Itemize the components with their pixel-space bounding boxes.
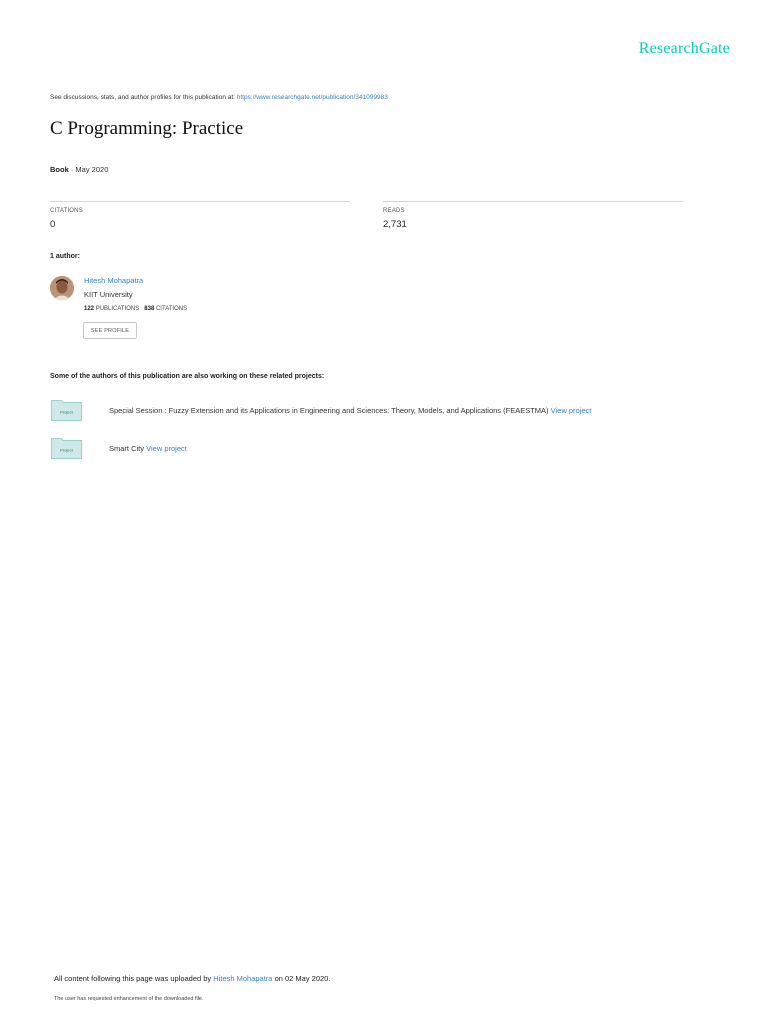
see-profile-button[interactable]: SEE PROFILE [83, 322, 137, 339]
project-icon-label: Project [60, 409, 73, 415]
project-folder-icon[interactable] [51, 437, 82, 459]
author-citations-count: 838 [144, 306, 155, 312]
publication-url-link[interactable]: https://www.researchgate.net/publication/341099983 [236, 94, 388, 101]
reads-label: READS [383, 208, 405, 214]
author-citations-label: CITATIONS [155, 306, 188, 312]
project-item [109, 444, 187, 453]
citations-value: 0 [50, 219, 56, 230]
author-name-link[interactable]: Hitesh Mohapatra [84, 276, 144, 285]
author-avatar[interactable] [50, 276, 74, 300]
upload-prefix: All content following this page was uploaded by [54, 974, 214, 983]
publications-label: PUBLICATIONS [95, 306, 140, 312]
enhancement-note: The user has requested enhancement of the downloaded file. [54, 996, 204, 1002]
author-institution: KIIT University [84, 290, 133, 299]
uploader-link[interactable]: Hitesh Mohapatra [213, 974, 273, 983]
author-stats [84, 306, 187, 312]
related-projects-heading: Some of the authors of this publication are also working on these related projects: [50, 373, 325, 380]
project-icon-label: Project [60, 447, 73, 453]
publication-type: Book [50, 165, 69, 174]
view-project-link[interactable]: View project [550, 406, 592, 415]
folder-icon [51, 399, 82, 421]
discussion-text: See discussions, stats, and author profiles for this publication at: [50, 94, 237, 101]
publication-date: · May 2020 [70, 165, 109, 174]
project-item [109, 406, 591, 415]
avatar-image [50, 276, 74, 300]
discussion-line [50, 94, 388, 101]
authors-heading: 1 author: [50, 253, 80, 260]
upload-suffix: on 02 May 2020. [272, 974, 331, 983]
project-title: Special Session : Fuzzy Extension and its Applications in Engineering and Sciences: Theory, Models, and Applications (FEAESTMA) [109, 406, 549, 415]
upload-note [54, 974, 330, 983]
publications-count: 122 [84, 306, 95, 312]
publication-title: C Programming: Practice [50, 118, 244, 139]
reads-value: 2,731 [383, 219, 407, 230]
view-project-link[interactable]: View project [146, 444, 187, 453]
publication-meta [50, 165, 108, 174]
reads-divider [383, 201, 683, 202]
citations-label: CITATIONS [50, 208, 83, 214]
project-title: Smart City [109, 444, 145, 453]
citations-divider [50, 201, 350, 202]
researchgate-logo[interactable]: ResearchGate [638, 40, 730, 57]
folder-icon [51, 437, 82, 459]
project-folder-icon[interactable] [51, 399, 82, 421]
